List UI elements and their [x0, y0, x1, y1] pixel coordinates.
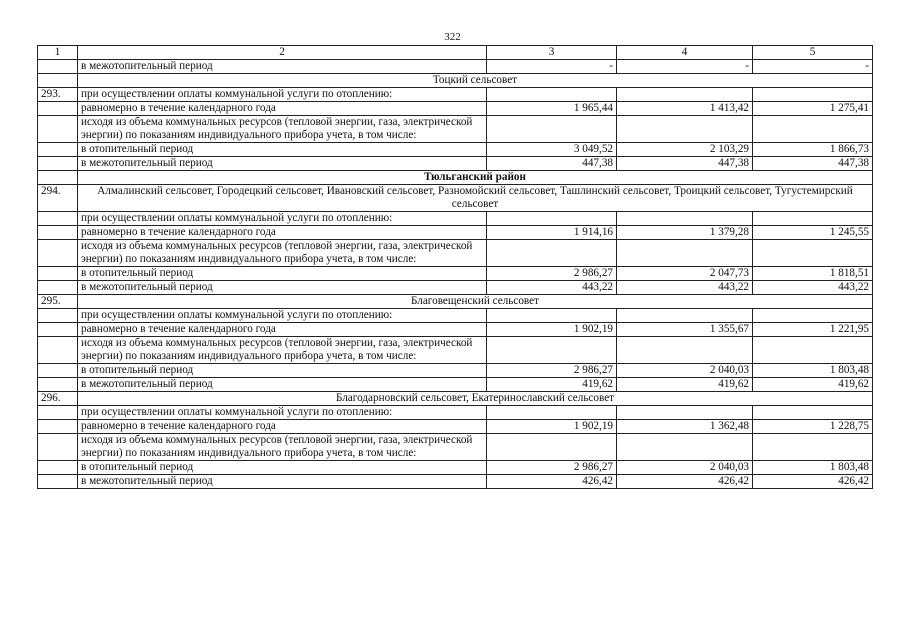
row-label: в отопительный период — [78, 267, 487, 281]
row-number — [38, 226, 78, 240]
row-label: исходя из объема коммунальных ресурсов (тепловой энергии, газа, электрической энергии) по показаниям индивидуального прибора учета, в том числе: — [78, 434, 487, 461]
section-title: Благодарновский сельсовет, Екатеринославский сельсовет — [78, 392, 873, 406]
value-col-4: 443,22 — [617, 281, 753, 295]
row-number — [38, 475, 78, 489]
table-row — [38, 281, 873, 295]
district-title: Тюльганский район — [78, 171, 873, 185]
table-body — [38, 46, 873, 489]
row-label: в межотопительный период — [78, 378, 487, 392]
row-label: при осуществлении оплаты коммунальной услуги по отоплению: — [78, 212, 487, 226]
row-label: при осуществлении оплаты коммунальной услуги по отоплению: — [78, 406, 487, 420]
value-col-4: 2 040,03 — [617, 364, 753, 378]
value-col-4: 447,38 — [617, 157, 753, 171]
value-col-3 — [487, 337, 617, 364]
value-col-3: 2 986,27 — [487, 267, 617, 281]
row-label: равномерно в течение календарного года — [78, 226, 487, 240]
table-row — [38, 60, 873, 74]
table-row — [38, 212, 873, 226]
table-row — [38, 267, 873, 281]
value-col-3: 2 986,27 — [487, 461, 617, 475]
row-number — [38, 420, 78, 434]
value-col-4 — [617, 212, 753, 226]
row-number — [38, 116, 78, 143]
section-heading-row — [38, 74, 873, 88]
row-number — [38, 461, 78, 475]
section-title: Благовещенский сельсовет — [78, 295, 873, 309]
value-col-5 — [753, 309, 873, 323]
value-col-5: 443,22 — [753, 281, 873, 295]
value-col-3: 447,38 — [487, 157, 617, 171]
value-col-5: 1 803,48 — [753, 461, 873, 475]
row-number — [38, 378, 78, 392]
header-col-4: 4 — [617, 46, 753, 60]
table-row — [38, 309, 873, 323]
value-col-5 — [753, 88, 873, 102]
table-row — [38, 116, 873, 143]
row-label: исходя из объема коммунальных ресурсов (тепловой энергии, газа, электрической энергии) по показаниям индивидуального прибора учета, в том числе: — [78, 240, 487, 267]
table-row — [38, 406, 873, 420]
row-label: в межотопительный период — [78, 60, 487, 74]
value-col-5: 1 803,48 — [753, 364, 873, 378]
section-heading-row — [38, 295, 873, 309]
row-label: в межотопительный период — [78, 281, 487, 295]
value-col-4 — [617, 309, 753, 323]
row-number — [38, 74, 78, 88]
row-number — [38, 323, 78, 337]
value-col-3 — [487, 406, 617, 420]
row-number: 296. — [38, 392, 78, 406]
value-col-3 — [487, 434, 617, 461]
value-col-5: 426,42 — [753, 475, 873, 489]
header-col-1: 1 — [38, 46, 78, 60]
value-col-4: 1 362,48 — [617, 420, 753, 434]
header-col-2: 2 — [78, 46, 487, 60]
value-col-3 — [487, 88, 617, 102]
row-label: равномерно в течение календарного года — [78, 323, 487, 337]
header-col-5: 5 — [753, 46, 873, 60]
row-label: в отопительный период — [78, 143, 487, 157]
table-row — [38, 240, 873, 267]
value-col-4: 2 103,29 — [617, 143, 753, 157]
row-number — [38, 406, 78, 420]
district-heading-row — [38, 171, 873, 185]
table-row — [38, 434, 873, 461]
value-col-5: 1 866,73 — [753, 143, 873, 157]
table-row — [38, 475, 873, 489]
row-number: 295. — [38, 295, 78, 309]
row-label: при осуществлении оплаты коммунальной услуги по отоплению: — [78, 309, 487, 323]
row-number — [38, 102, 78, 116]
row-label: равномерно в течение календарного года — [78, 102, 487, 116]
table-row — [38, 102, 873, 116]
row-number: 293. — [38, 88, 78, 102]
section-heading-row — [38, 392, 873, 406]
row-number — [38, 157, 78, 171]
value-col-5: 1 245,55 — [753, 226, 873, 240]
row-number — [38, 434, 78, 461]
value-col-3: 1 914,16 — [487, 226, 617, 240]
table-row — [38, 420, 873, 434]
value-col-4: 1 355,67 — [617, 323, 753, 337]
value-col-3 — [487, 240, 617, 267]
table-row — [38, 337, 873, 364]
row-number — [38, 60, 78, 74]
value-col-3: 3 049,52 — [487, 143, 617, 157]
value-col-3: 1 965,44 — [487, 102, 617, 116]
value-col-5: 1 818,51 — [753, 267, 873, 281]
table-row — [38, 226, 873, 240]
row-label: в отопительный период — [78, 364, 487, 378]
row-number — [38, 281, 78, 295]
value-col-4: - — [617, 60, 753, 74]
value-col-3: - — [487, 60, 617, 74]
value-col-4 — [617, 88, 753, 102]
row-number — [38, 309, 78, 323]
value-col-4 — [617, 116, 753, 143]
table-row — [38, 143, 873, 157]
value-col-5 — [753, 116, 873, 143]
value-col-3: 419,62 — [487, 378, 617, 392]
value-col-4 — [617, 406, 753, 420]
row-label: в межотопительный период — [78, 475, 487, 489]
value-col-4: 1 413,42 — [617, 102, 753, 116]
value-col-3: 1 902,19 — [487, 323, 617, 337]
value-col-4: 2 047,73 — [617, 267, 753, 281]
value-col-4 — [617, 240, 753, 267]
table-row — [38, 88, 873, 102]
value-col-5 — [753, 337, 873, 364]
value-col-5 — [753, 434, 873, 461]
page-number: 322 — [444, 31, 461, 43]
table-row — [38, 461, 873, 475]
value-col-3 — [487, 309, 617, 323]
value-col-3: 426,42 — [487, 475, 617, 489]
row-number — [38, 171, 78, 185]
value-col-3 — [487, 116, 617, 143]
row-label: при осуществлении оплаты коммунальной услуги по отоплению: — [78, 88, 487, 102]
value-col-5: 1 275,41 — [753, 102, 873, 116]
row-number — [38, 267, 78, 281]
row-label: равномерно в течение календарного года — [78, 420, 487, 434]
value-col-5: 1 221,95 — [753, 323, 873, 337]
section-heading-row — [38, 185, 873, 212]
value-col-4: 419,62 — [617, 378, 753, 392]
section-title: Тоцкий сельсовет — [78, 74, 873, 88]
row-number — [38, 143, 78, 157]
value-col-3: 2 986,27 — [487, 364, 617, 378]
value-col-3: 1 902,19 — [487, 420, 617, 434]
value-col-5 — [753, 240, 873, 267]
value-col-5: 419,62 — [753, 378, 873, 392]
value-col-3: 443,22 — [487, 281, 617, 295]
row-label: в межотопительный период — [78, 157, 487, 171]
row-number — [38, 240, 78, 267]
value-col-4 — [617, 337, 753, 364]
table-row — [38, 323, 873, 337]
row-number — [38, 212, 78, 226]
tariff-table — [37, 45, 873, 489]
value-col-4 — [617, 434, 753, 461]
value-col-4: 1 379,28 — [617, 226, 753, 240]
row-number: 294. — [38, 185, 78, 212]
row-label: исходя из объема коммунальных ресурсов (тепловой энергии, газа, электрической энергии) по показаниям индивидуального прибора учета, в том числе: — [78, 337, 487, 364]
row-label: в отопительный период — [78, 461, 487, 475]
table-row — [38, 157, 873, 171]
header-col-3: 3 — [487, 46, 617, 60]
value-col-5 — [753, 212, 873, 226]
table-row — [38, 378, 873, 392]
row-number — [38, 364, 78, 378]
value-col-5 — [753, 406, 873, 420]
value-col-5: - — [753, 60, 873, 74]
row-number — [38, 337, 78, 364]
value-col-4: 2 040,03 — [617, 461, 753, 475]
value-col-4: 426,42 — [617, 475, 753, 489]
value-col-5: 1 228,75 — [753, 420, 873, 434]
section-title: Алмалинский сельсовет, Городецкий сельсовет, Ивановский сельсовет, Разномойский сельсовет, Ташлинский сельсовет, Троицкий сельсовет, Тугустемирский сельсовет — [78, 185, 873, 212]
header-row — [38, 46, 873, 60]
value-col-5: 447,38 — [753, 157, 873, 171]
value-col-3 — [487, 212, 617, 226]
table-row — [38, 364, 873, 378]
row-label: исходя из объема коммунальных ресурсов (тепловой энергии, газа, электрической энергии) по показаниям индивидуального прибора учета, в том числе: — [78, 116, 487, 143]
